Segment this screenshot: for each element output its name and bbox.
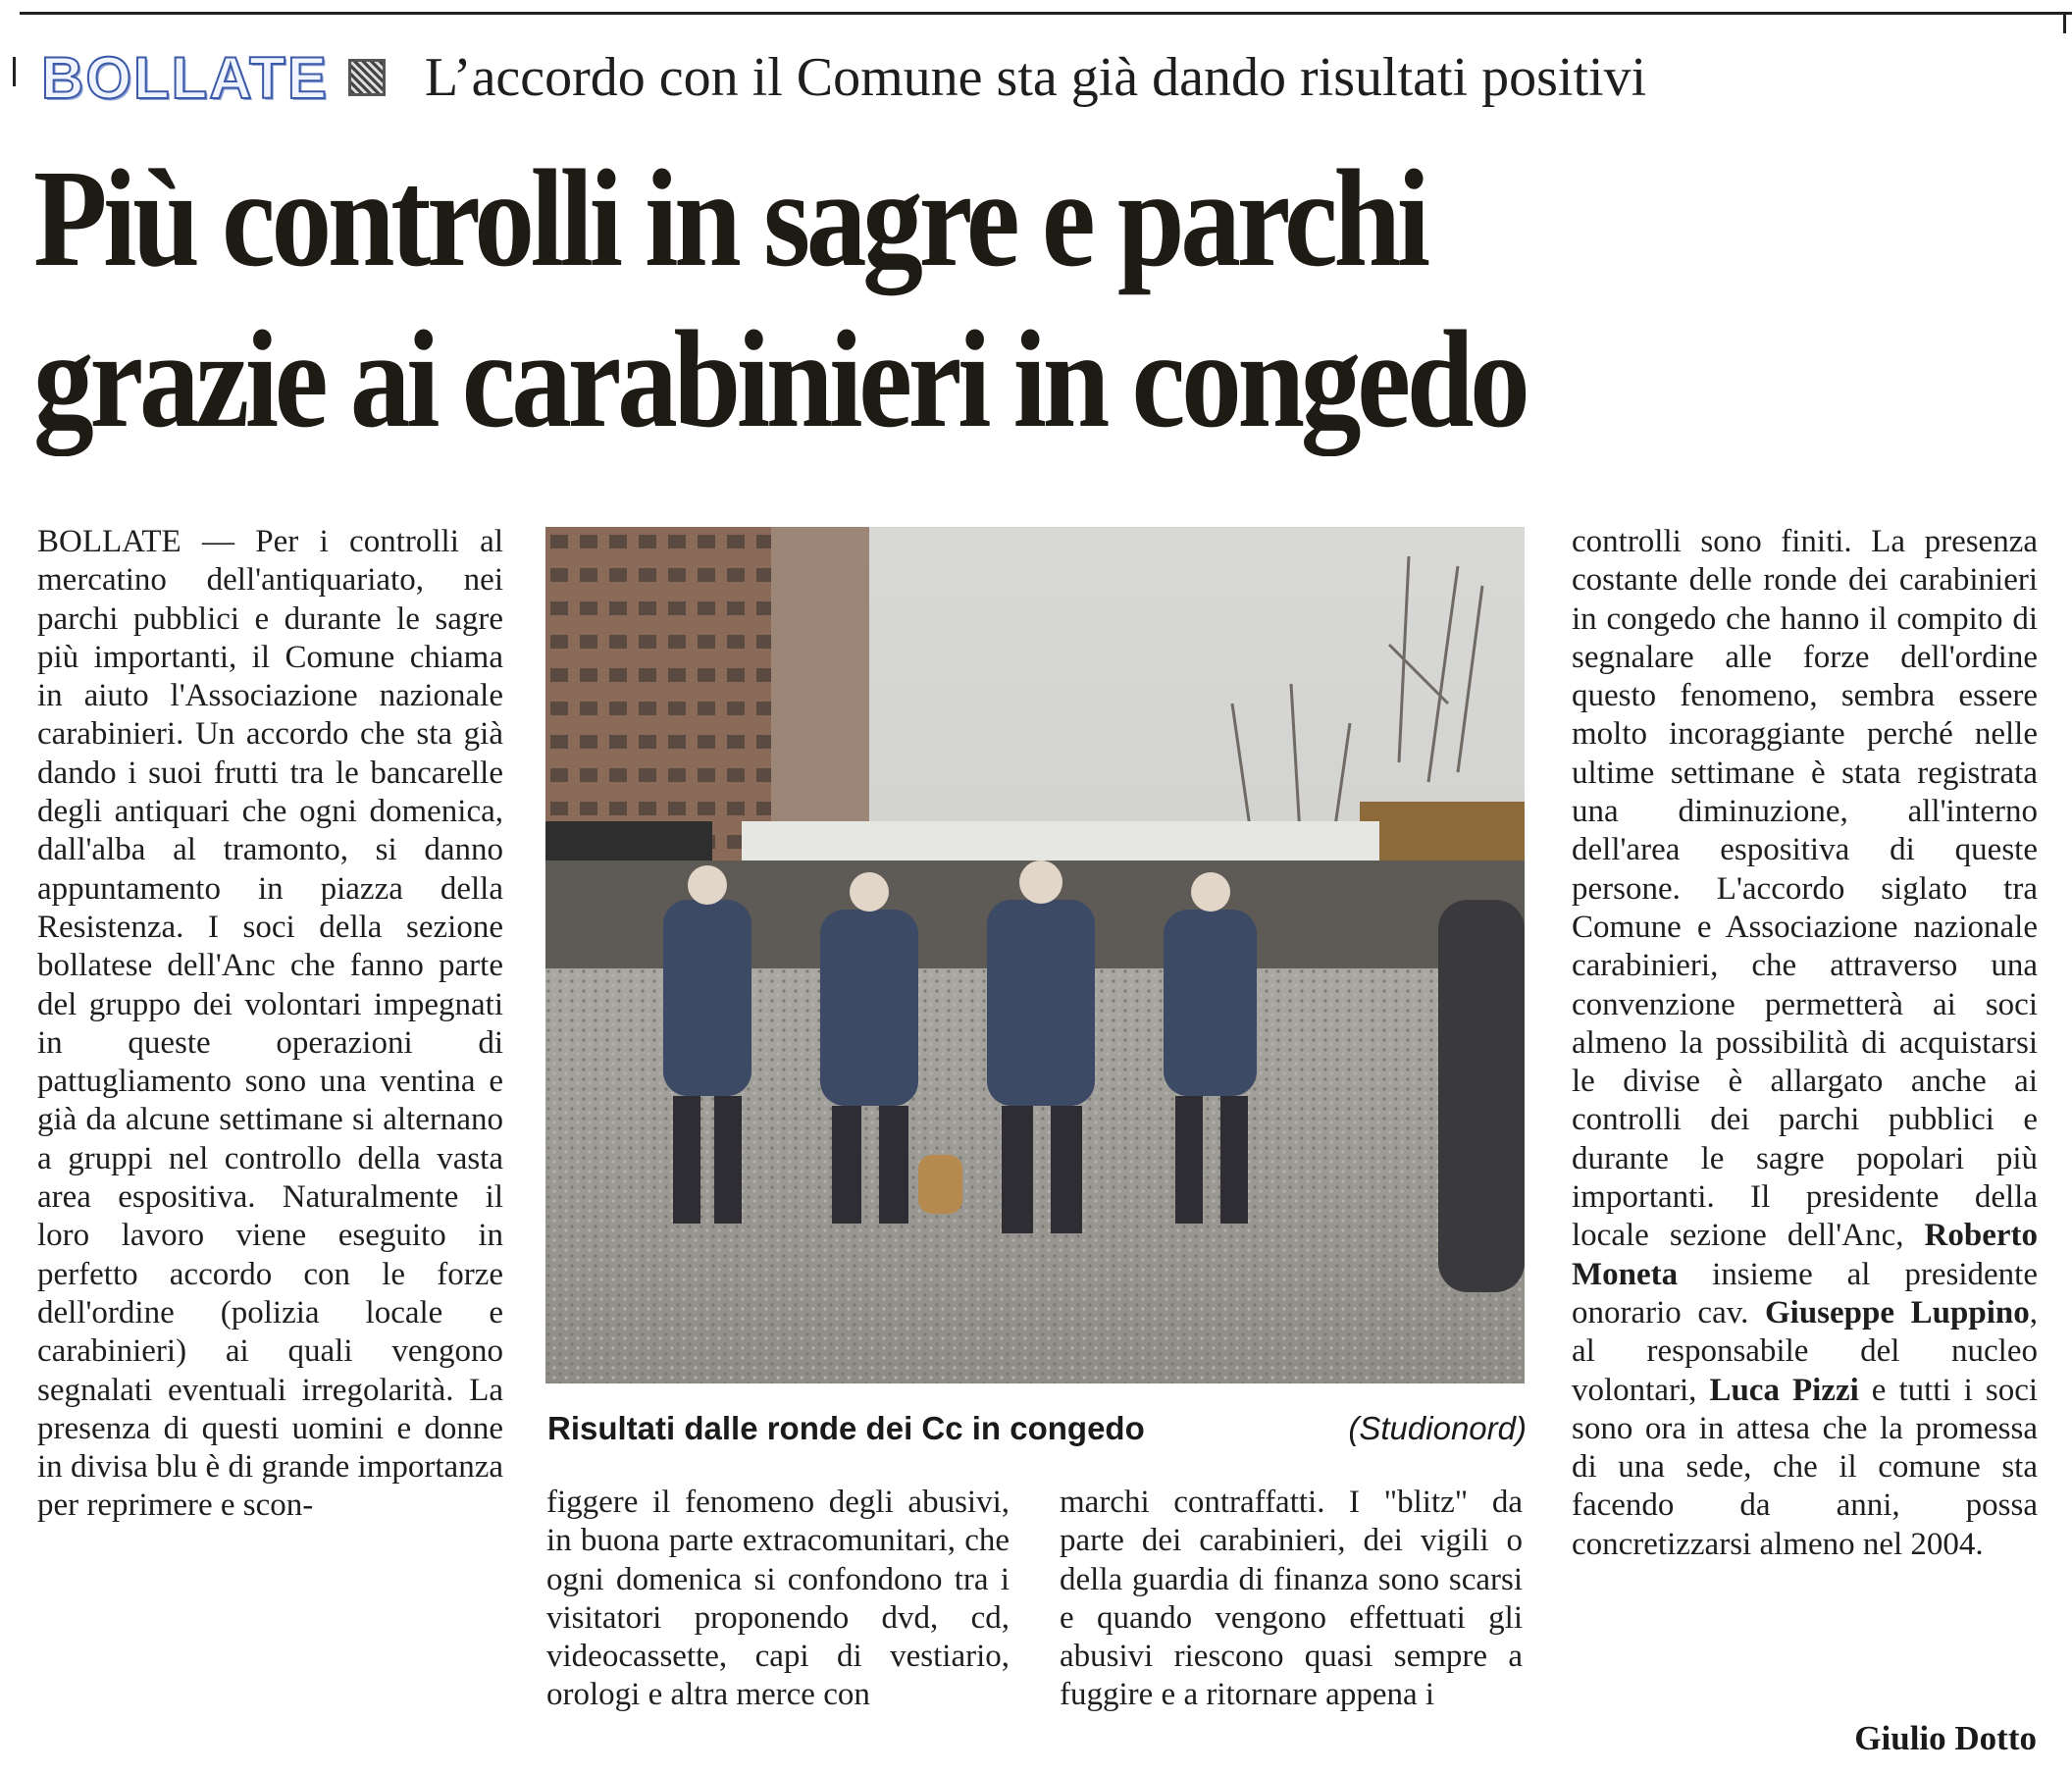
headline-line-1: Più controlli in sagre e parchi [33, 140, 1426, 295]
column-4-text-3: , al responsabile del nucleo volontari, [1572, 1294, 2038, 1408]
left-rule [13, 57, 16, 86]
article-column-4 [1572, 523, 2038, 1564]
section-marker-icon [348, 59, 386, 96]
section-tag: BOLLATE [41, 44, 329, 111]
article-column-2: figgere il fenomeno degli abusivi, in buona parte extracomunitari, che ogni domenica si confondono tra i visitatori proponendo dvd, cd, videocassette, capi di vestiario, orologi e altra merce con [546, 1485, 1010, 1713]
caption-text: Risultati dalle ronde dei Cc in congedo [547, 1410, 1145, 1446]
column-4-text-1: controlli sono finiti. La presenza costante delle ronde dei carabinieri in congedo che hanno il compito di segnalare alle forze dell'ordine questo fenomeno, sembra essere molto incoraggiante perché nelle ultime settimane è stata registrata una diminuzione, all'interno dell'area espositiva di queste persone. L'accordo siglato tra Comune e Associazione nazionale carabinieri, che attraverso una convenzione permetterà ai soci almeno la possibilità di acquistarsi le divise è allargato anche ai controlli dei parchi pubblici e durante le sagre popolari più importanti. Il presidente della locale sezione dell'Anc, [1572, 524, 2038, 1254]
person-name: Giuseppe Luppino [1764, 1294, 2030, 1330]
top-rule [20, 12, 2072, 15]
photo-caption [547, 1410, 1527, 1447]
article-photo [545, 527, 1525, 1383]
headline-line-2: grazie ai carabinieri in congedo [33, 301, 1527, 456]
column-4-text-4: e tutti i soci sono ora in attesa che la promessa di una sede, che il comune sta facendo da anni, possa concretizzarsi almeno nel 2004. [1572, 1372, 2039, 1562]
subtitle: L’accordo con il Comune sta già dando risultati positivi [424, 47, 1647, 108]
article-column-3: marchi contraffatti. I "blitz" da parte dei carabinieri, dei vigili o della guardia di finanza sono scarsi e quando vengono effettuati gli abusivi riescono quasi sempre a fuggire e a ritornare appena i [1060, 1485, 1523, 1713]
kicker [41, 43, 1646, 112]
photo-credit: (Studionord) [1348, 1410, 1527, 1446]
headline [33, 137, 1791, 459]
person-name: Roberto Moneta [1572, 1218, 2038, 1292]
right-rule [2063, 12, 2066, 33]
byline: Giulio Dotto [1854, 1719, 2037, 1757]
article-column-1: BOLLATE — Per i controlli al mercatino dell'antiquariato, nei parchi pubblici e durante le sagre più importanti, il Comune chiama in aiuto l'Associazione nazionale carabinieri. Un accordo che sta già dando i suoi frutti tra le bancarelle degli antiquari che ogni domenica, dall'alba al tramonto, si danno appuntamento in piazza della Resistenza. I soci della sezione bollatese dell'Anc che fanno parte del gruppo dei volontari impegnati in queste operazioni di pattugliamento sono una ventina e già da alcune settimane si alternano a gruppi nel controllo della vasta area espositiva. Naturalmente il loro lavoro viene eseguito in perfetto accordo con le forze dell'ordine (polizia locale e carabinieri) ai quali vengono segnalati eventuali irregolarità. La presenza di questi uomini e donne in divisa blu è di grande importanza per reprimere e scon- [37, 524, 503, 1524]
column-4-text-2: insieme al presidente onorario cav. [1572, 1256, 2038, 1330]
person-name: Luca Pizzi [1709, 1372, 1859, 1408]
